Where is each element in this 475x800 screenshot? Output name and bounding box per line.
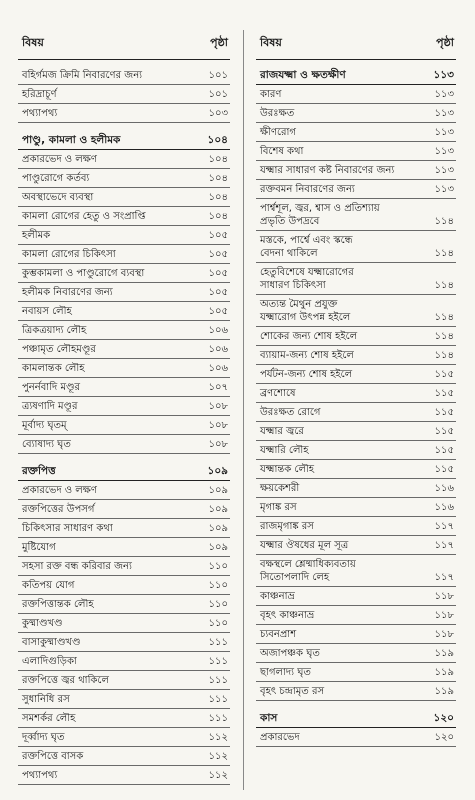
- entry-page-number: ১২০: [434, 732, 454, 743]
- subject-heading: বিষয়: [22, 36, 44, 49]
- entry-page-number: ১১৭: [434, 540, 454, 551]
- index-entry: [18, 766, 230, 785]
- index-entry: [18, 150, 230, 169]
- index-entry: [18, 538, 230, 557]
- entry-title: যক্ষ্মারি লৌহ: [260, 445, 309, 456]
- entry-page-number: ১০৮: [208, 401, 228, 412]
- left-entry-list: [18, 66, 230, 785]
- index-entry: [18, 709, 230, 728]
- entry-page-number: ১১১: [208, 675, 228, 686]
- index-entry: [18, 747, 230, 766]
- entry-page-number: ১১৩: [434, 184, 454, 195]
- entry-title: কামলা রোগের হেতু ও সংপ্রাপ্তি: [22, 211, 146, 222]
- entry-title: হলীমক: [22, 230, 51, 241]
- index-entry: [18, 576, 230, 595]
- entry-title: যক্ষ্মান্তক লৌহ: [260, 464, 315, 475]
- entry-title: সহসা রক্ত বন্ধ করিবার জন্য: [22, 561, 132, 572]
- index-entry: [18, 340, 230, 359]
- entry-title: উরঃক্ষত: [260, 108, 295, 119]
- index-entry: [256, 161, 456, 180]
- entry-page-number: ১১১: [208, 637, 228, 648]
- entry-title: চিকিৎসার সাধারণ কথা: [22, 523, 113, 534]
- entry-page-number: ১১৫: [434, 445, 454, 456]
- right-column: [256, 30, 456, 747]
- entry-page-number: ১০৯: [208, 504, 228, 515]
- index-entry: [18, 378, 230, 397]
- index-entry: [256, 606, 456, 625]
- entry-page-number: ১১৪: [434, 216, 454, 227]
- index-entry: [18, 359, 230, 378]
- index-entry: [18, 188, 230, 207]
- entry-page-number: ১০৫: [208, 306, 228, 317]
- index-entry: [18, 85, 230, 104]
- index-entry: [256, 728, 456, 747]
- entry-page-number: ১১১: [208, 713, 228, 724]
- right-entry-list: [256, 66, 456, 747]
- index-entry: [256, 199, 456, 231]
- entry-page-number: ১১৪: [434, 331, 454, 342]
- entry-page-number: ১১৩: [433, 69, 454, 81]
- entry-page-number: ১১৮: [434, 610, 454, 621]
- entry-title: প্রকারভেদ ও লক্ষণ: [22, 485, 97, 496]
- entry-title: কুষ্মাণ্ডখণ্ড: [22, 618, 63, 629]
- entry-title: সুধানিধি রস: [22, 694, 70, 705]
- index-entry: [256, 263, 456, 295]
- entry-title: উরঃক্ষত রোগে: [260, 407, 321, 418]
- entry-page-number: ১০৩: [208, 108, 228, 119]
- entry-title: রক্তপিত্তের উপসর্গ: [22, 504, 95, 515]
- entry-page-number: ১০৪: [208, 211, 228, 222]
- entry-page-number: ১১৩: [434, 127, 454, 138]
- index-entry: [256, 498, 456, 517]
- entry-page-number: ১১৪: [434, 350, 454, 361]
- entry-title: কামলা রোগের চিকিৎসা: [22, 249, 116, 260]
- entry-page-number: ১১৯: [434, 648, 454, 659]
- entry-title: কাঞ্চনাভ্র: [260, 591, 295, 602]
- entry-page-number: ১০৪: [208, 154, 228, 165]
- entry-page-number: ১১৫: [434, 464, 454, 475]
- section-heading: [18, 462, 230, 481]
- entry-page-number: ১০৭: [208, 382, 228, 393]
- index-entry: [256, 644, 456, 663]
- entry-title: ছাগলাদ্য ঘৃত: [260, 667, 311, 678]
- index-entry: [18, 671, 230, 690]
- entry-page-number: ১০৪: [208, 192, 228, 203]
- entry-title: পর্যটন-জন্য শোষ হইলে: [260, 369, 353, 380]
- entry-page-number: ১১৫: [434, 369, 454, 380]
- index-entry: [256, 180, 456, 199]
- entry-title: বহির্গমজ ক্রিমি নিবারণের জন্য: [22, 70, 143, 81]
- index-entry: [256, 479, 456, 498]
- index-entry: [256, 231, 456, 263]
- index-entry: [256, 536, 456, 555]
- page-heading: পৃষ্ঠা: [436, 36, 454, 49]
- entry-title: পথ্যাপথ্য: [22, 770, 58, 781]
- index-entry: [256, 663, 456, 682]
- entry-title: পুনর্নবাদি মণ্ডূর: [22, 382, 81, 393]
- entry-page-number: ১১৫: [434, 388, 454, 399]
- entry-title: কতিপয় যোগ: [22, 580, 75, 591]
- entry-page-number: ১১৩: [434, 108, 454, 119]
- entry-title: মুষ্টিযোগ: [22, 542, 56, 553]
- entry-page-number: ১১৭: [434, 521, 454, 532]
- index-entry: [256, 327, 456, 346]
- index-entry: [256, 104, 456, 123]
- entry-title: হলীমক নিবারণের জন্য: [22, 287, 113, 298]
- entry-title: চ্যবনপ্রাশ: [260, 629, 297, 640]
- section-heading: [18, 131, 230, 150]
- entry-page-number: ১১৫: [434, 426, 454, 437]
- page-heading: পৃষ্ঠা: [210, 36, 228, 49]
- entry-title: শোকের জন্য শোষ হইলে: [260, 331, 358, 342]
- entry-title: মস্তকে, পার্শ্বে এবং স্কন্ধে বেদনা থাকিলে: [260, 235, 353, 259]
- entry-page-number: ১১৩: [434, 89, 454, 100]
- entry-page-number: ১০৫: [208, 287, 228, 298]
- entry-page-number: ১০৯: [208, 542, 228, 553]
- entry-title: পঞ্চামৃত লৌহমণ্ডূর: [22, 344, 96, 355]
- entry-page-number: ১১৪: [434, 312, 454, 323]
- entry-page-number: ১১২: [208, 770, 228, 781]
- entry-page-number: ১০৯: [207, 465, 228, 477]
- entry-title: প্রকারভেদ: [260, 732, 300, 743]
- entry-title: বৃহৎ কাঞ্চনাভ্র: [260, 610, 315, 621]
- index-entry: [256, 460, 456, 479]
- entry-page-number: ১০৪: [207, 134, 228, 146]
- entry-title: রাজমৃগাঙ্ক রস: [260, 521, 314, 532]
- entry-page-number: ১০৯: [208, 485, 228, 496]
- index-entry: [256, 441, 456, 460]
- index-entry: [256, 365, 456, 384]
- section-heading: [256, 66, 456, 85]
- entry-page-number: ১১০: [208, 561, 228, 572]
- index-entry: [256, 346, 456, 365]
- index-entry: [256, 587, 456, 606]
- index-entry: [256, 422, 456, 441]
- column-divider: [243, 30, 244, 790]
- entry-title: পাণ্ডুরোগে কর্তব্য: [22, 173, 90, 184]
- entry-page-number: ১০৬: [208, 363, 228, 374]
- entry-page-number: ১১৮: [434, 629, 454, 640]
- section-heading: [256, 709, 456, 728]
- entry-title: দূর্ব্বাদ্য ঘৃত: [22, 732, 65, 743]
- index-entry: [18, 481, 230, 500]
- entry-title: রক্তপিত্তান্তক লৌহ: [22, 599, 94, 610]
- entry-page-number: ১১২: [208, 732, 228, 743]
- entry-title: ব্যায়াম-জন্য শোষ হইলে: [260, 350, 354, 361]
- entry-title: মৃগাঙ্ক রস: [260, 502, 297, 513]
- index-entry: [18, 595, 230, 614]
- entry-page-number: ১১০: [208, 618, 228, 629]
- entry-title: কারণ: [260, 89, 282, 100]
- entry-title: কুম্ভকামলা ও পাণ্ডুরোগে ব্যবস্থা: [22, 268, 145, 279]
- index-entry: [256, 123, 456, 142]
- index-entry: [256, 517, 456, 536]
- entry-page-number: ১১৩: [434, 146, 454, 157]
- index-entry: [18, 264, 230, 283]
- entry-title: রক্তপিত্তে বাসক: [22, 751, 84, 762]
- entry-title: হেতুবিশেষে যক্ষ্মারোগের সাধারণ চিকিৎসা: [260, 267, 354, 291]
- entry-page-number: ১০৫: [208, 249, 228, 260]
- entry-page-number: ১১৬: [434, 502, 454, 513]
- entry-title: ব্যোষাদ্য ঘৃত: [22, 439, 71, 450]
- entry-title: ত্রিকত্রয়াদ্য লৌহ: [22, 325, 87, 336]
- entry-page-number: ১০১: [208, 70, 228, 81]
- index-entry: [18, 652, 230, 671]
- entry-page-number: ১০১: [208, 89, 228, 100]
- index-entry: [18, 104, 230, 123]
- entry-title: মূর্বাদ্য ঘৃতম্: [22, 420, 67, 431]
- index-entry: [256, 384, 456, 403]
- entry-title: অত্যন্ত মৈথুন প্রযুক্ত যক্ষ্মারোগ উৎপন্ন হইলে: [260, 299, 351, 323]
- index-entry: [18, 226, 230, 245]
- index-entry: [18, 245, 230, 264]
- entry-page-number: ১১১: [208, 694, 228, 705]
- entry-title: বিশেষ কথা: [260, 146, 304, 157]
- entry-title: ত্র্যষণাদি মণ্ডূর: [22, 401, 78, 412]
- entry-page-number: ১০৪: [208, 173, 228, 184]
- entry-page-number: ১১৬: [434, 483, 454, 494]
- index-entry: [18, 416, 230, 435]
- entry-title: নবায়স লৌহ: [22, 306, 72, 317]
- entry-title: সমশর্কর লৌহ: [22, 713, 76, 724]
- entry-title: ক্ষয়কেশরী: [260, 483, 300, 494]
- entry-page-number: ১১১: [208, 656, 228, 667]
- entry-title: অজাপঞ্চক ঘৃত: [260, 648, 320, 659]
- left-header: [18, 30, 230, 60]
- entry-title: বাসাকুষ্মাণ্ডখণ্ড: [22, 637, 81, 648]
- entry-title: প্রকারভেদ ও লক্ষণ: [22, 154, 97, 165]
- entry-page-number: ১১৩: [434, 165, 454, 176]
- entry-title: ব্রণশোষে: [260, 388, 296, 399]
- entry-title: বৃহৎ চন্দ্রামৃত রস: [260, 686, 325, 697]
- entry-title: যক্ষ্মার সাধারণ কষ্ট নিবারণের জন্য: [260, 165, 395, 176]
- index-entry: [18, 207, 230, 226]
- index-entry: [18, 321, 230, 340]
- index-entry: [256, 555, 456, 587]
- entry-title: বক্ষস্থলে শ্লেষ্মাধিক্যবতায় সিতোপলাদি লেহ: [260, 559, 356, 583]
- index-entry: [18, 500, 230, 519]
- entry-page-number: ১০৯: [208, 523, 228, 534]
- index-entry: [18, 397, 230, 416]
- subject-heading: বিষয়: [260, 36, 282, 49]
- index-entry: [18, 614, 230, 633]
- entry-page-number: ১১০: [208, 580, 228, 591]
- entry-title: কাস: [260, 712, 278, 724]
- index-entry: [18, 728, 230, 747]
- index-entry: [18, 435, 230, 454]
- entry-title: রক্তপিত্ত: [22, 465, 56, 477]
- entry-title: ক্ষীণরোগ: [260, 127, 296, 138]
- entry-page-number: ১০৬: [208, 325, 228, 336]
- entry-title: রক্তবমন নিবারণের জন্য: [260, 184, 355, 195]
- index-entry: [18, 283, 230, 302]
- entry-title: কামলান্তক লৌহ: [22, 363, 85, 374]
- index-entry: [18, 66, 230, 85]
- entry-title: এলাদিগুড়িকা: [22, 656, 77, 667]
- entry-title: হরিদ্রাচূর্ণ: [22, 89, 57, 100]
- entry-page-number: ১০৫: [208, 230, 228, 241]
- entry-page-number: ১০৮: [208, 420, 228, 431]
- entry-page-number: ১০৬: [208, 344, 228, 355]
- index-entry: [18, 557, 230, 576]
- entry-page-number: ১০৫: [208, 268, 228, 279]
- entry-page-number: ১১৮: [434, 591, 454, 602]
- entry-title: রাজযক্ষ্মা ও ক্ষতক্ষীণ: [260, 69, 346, 81]
- entry-title: যক্ষ্মার ঔষধের মূল সূত্র: [260, 540, 349, 551]
- entry-page-number: ১১০: [208, 599, 228, 610]
- index-entry: [18, 690, 230, 709]
- entry-page-number: ১১৫: [434, 407, 454, 418]
- left-column: [18, 30, 230, 785]
- right-header: [256, 30, 456, 60]
- entry-page-number: ১০৮: [208, 439, 228, 450]
- index-entry: [256, 625, 456, 644]
- entry-page-number: ১১৯: [434, 667, 454, 678]
- entry-page-number: ১১২: [208, 751, 228, 762]
- entry-title: পথ্যাপথ্য: [22, 108, 58, 119]
- entry-title: অবস্থাভেদে ব্যবস্থা: [22, 192, 94, 203]
- entry-title: পার্শ্বশূল, জ্বর, শ্বাস ও প্রতিশ্যায় প্রভৃতি উপদ্রবে: [260, 203, 380, 227]
- entry-title: রক্তপিত্তে জ্বর থাকিলে: [22, 675, 109, 686]
- index-entry: [256, 142, 456, 161]
- entry-page-number: ১১৪: [434, 248, 454, 259]
- entry-page-number: ১২০: [433, 712, 454, 724]
- entry-title: পাণ্ডু, কামলা ও হলীমক: [22, 134, 121, 146]
- entry-title: যক্ষ্মার জ্বরে: [260, 426, 304, 437]
- index-entry: [256, 85, 456, 104]
- index-entry: [256, 295, 456, 327]
- index-entry: [18, 519, 230, 538]
- index-entry: [256, 403, 456, 422]
- entry-page-number: ১১৭: [434, 572, 454, 583]
- entry-page-number: ১১৪: [434, 280, 454, 291]
- entry-page-number: ১১৯: [434, 686, 454, 697]
- index-entry: [18, 169, 230, 188]
- index-entry: [18, 302, 230, 321]
- index-entry: [256, 682, 456, 701]
- index-entry: [18, 633, 230, 652]
